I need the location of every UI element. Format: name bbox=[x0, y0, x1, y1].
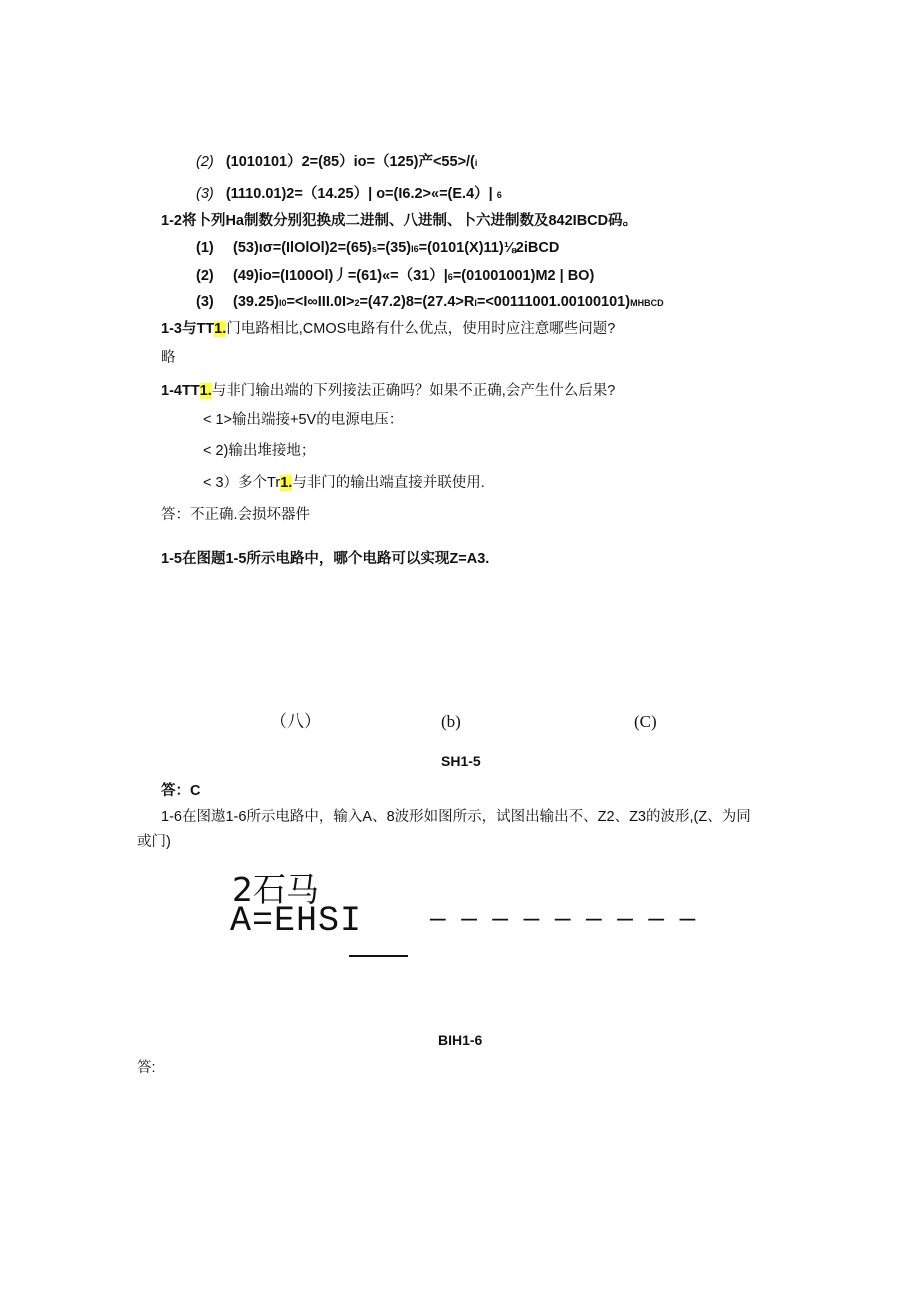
waveform-underline bbox=[349, 955, 408, 957]
figure-label-c: (C) bbox=[634, 712, 657, 731]
figure-label-b: (b) bbox=[441, 712, 461, 731]
item-text: (1010101）2=(85）io=（125)产<55>/( bbox=[225, 154, 475, 170]
highlight: 1. bbox=[280, 475, 293, 491]
highlight: 1. bbox=[199, 383, 212, 399]
figure-label-a: （八） bbox=[270, 712, 321, 731]
item-number: (3) bbox=[196, 186, 214, 202]
figure-caption-1-6: BIH1-6 bbox=[438, 1032, 483, 1048]
q1-5-answer: 答：C bbox=[161, 783, 201, 799]
q1-6-question-line-1: 1-6在图遨1-6所示电路中，输入A、8波形如图所示，试图出输出不、Z2、Z3的波形,(Z、为同 bbox=[161, 809, 751, 825]
q1-2-heading: 1-2将卜列Ha制数分别犯换成二进制、八进制、卜六进制数及842IBCD码。 bbox=[161, 213, 638, 229]
waveform-figure-label: 2石马 bbox=[232, 870, 319, 909]
q1-2-item-1: (1) (53)ισ=(IlOlOl)2=(65)s=(35)I6=(0101(X)11)⅛2iBCD bbox=[196, 240, 560, 256]
q1-6-answer: 答: bbox=[137, 1060, 156, 1076]
q1-6-question-line-2: 或门) bbox=[137, 834, 171, 850]
highlight: 1. bbox=[214, 321, 227, 337]
q1-2-item-3: (3) (39.25)I0=<I∞III.0I>2=(47.2)8=(27.4>RI=<00111001.00100101)MHBCD bbox=[196, 294, 664, 310]
q1-4-item-2: < 2)输出堆接地； bbox=[203, 443, 316, 459]
q1-3-answer: 略 bbox=[161, 350, 176, 366]
item-text: (1110.01)2=（14.25）| o=(I6.2>«=(E.4）| bbox=[225, 186, 493, 202]
q1-3-question: 1-3与TT1.门电路相比,CMOS电路有什么优点，使用时应注意哪些问题? bbox=[161, 321, 616, 337]
q1-1-item-3: (3) (1110.01)2=（14.25）| o=(I6.2>«=(E.4）| 6 bbox=[196, 186, 502, 202]
figure-caption-1-5: SH1-5 bbox=[441, 753, 481, 769]
q1-5-question: 1-5在图题1-5所示电路中，哪个电路可以实现Z=A3. bbox=[161, 551, 490, 567]
q1-4-question: 1-4TT1.与非门输出端的下列接法正确吗？如果不正确,会产生什么后果? bbox=[161, 383, 616, 399]
waveform-dashes: — — — — — — — — — bbox=[430, 904, 696, 934]
waveform-figure-inputs: A=EHSI bbox=[230, 901, 363, 941]
q1-1-item-2: (2) (1010101）2=(85）io=（125)产<55>/(i bbox=[196, 154, 478, 170]
q1-4-item-3: < 3）多个Tr1.与非门的输出端直接并联使用. bbox=[203, 475, 485, 491]
q1-2-item-2: (2) (49)io=(I100Ol)丿=(61)«=（31）|6=(01001001)M2 | BO) bbox=[196, 268, 595, 284]
item-number: (2) bbox=[196, 154, 214, 170]
q1-4-item-1: < 1>输出端接+5V的电源电压： bbox=[203, 412, 404, 428]
q1-4-answer: 答：不正确.会损坏器件 bbox=[161, 507, 311, 523]
